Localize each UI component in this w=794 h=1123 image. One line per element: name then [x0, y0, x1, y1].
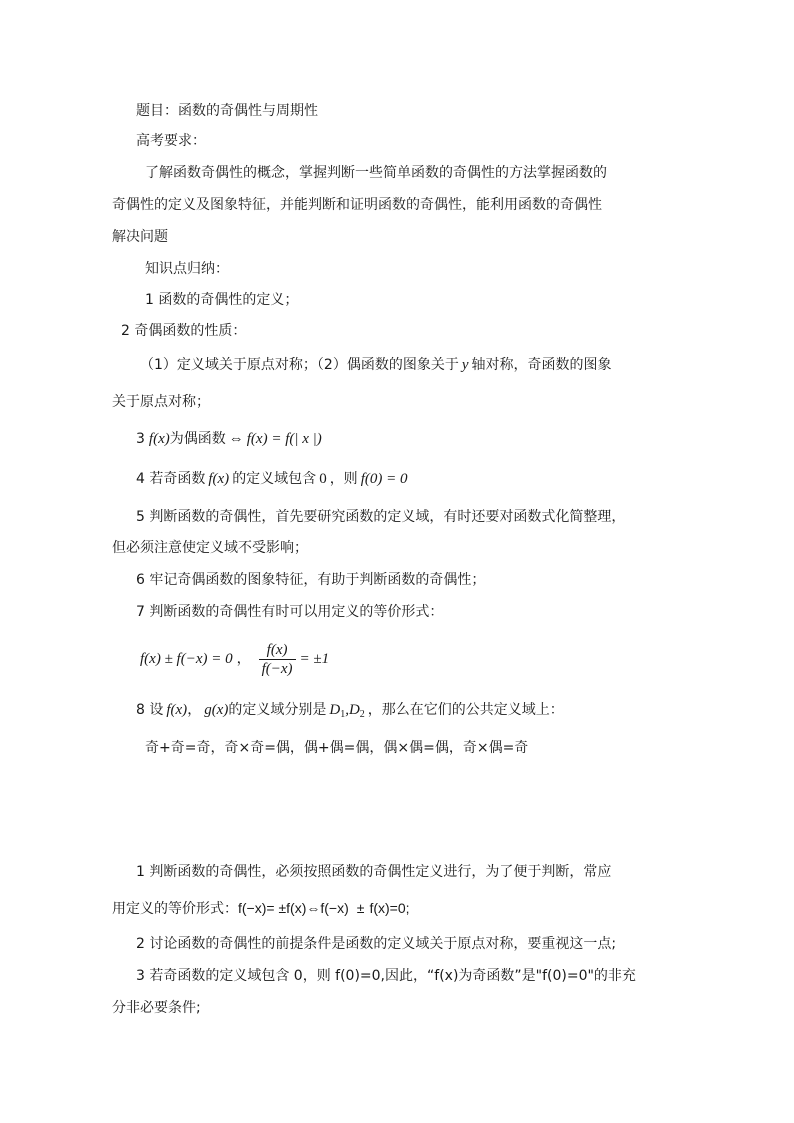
text: ，那么在它们的公共定义域上： — [367, 702, 564, 718]
text: 的定义域分别是 — [228, 702, 327, 718]
math-even-definition: f(x) = f(| x |) — [246, 431, 322, 447]
requirements-heading: 高考要求： — [136, 133, 206, 149]
math-gx: g(x) — [204, 702, 229, 718]
text: ， — [187, 702, 202, 718]
note-1-line-1: 1 判断函数的奇偶性，必须按照函数的奇偶性定义进行，为了便于判断，常应 — [136, 864, 612, 880]
separator: ， — [236, 651, 251, 667]
math-var-y: y — [461, 357, 469, 373]
text: 的定义域包含 — [232, 471, 317, 487]
text: 为偶函数 — [169, 431, 226, 447]
item-number: 3 — [136, 431, 145, 447]
comma: , — [345, 702, 349, 718]
text: 用定义的等价形式： — [112, 901, 238, 917]
d2: D — [348, 702, 360, 718]
text: 轴对称，奇函数的图象 — [471, 357, 612, 373]
text: 8 设 — [136, 702, 164, 718]
text: 4 若奇函数 — [136, 471, 206, 487]
requirements-line-1: 了解函数奇偶性的概念，掌握判断一些简单函数的奇偶性的方法掌握函数的 — [145, 165, 607, 181]
math-ratio-rhs: = ±1 — [299, 651, 330, 667]
knowledge-item-5-line-1: 5 判断函数的奇偶性，首先要研究函数的定义域，有时还要对函数式化简整理， — [136, 509, 626, 525]
fraction-numerator: f(x) — [259, 641, 296, 660]
text: ，则 — [329, 471, 358, 487]
math-sum-form: f(x) ± f(−x) = 0 — [140, 651, 233, 667]
math-domains — [329, 702, 364, 718]
knowledge-heading: 知识点归纳： — [145, 261, 229, 277]
knowledge-item-5-line-2: 但必须注意使定义域不受影响； — [112, 540, 308, 556]
knowledge-item-7: 7 判断函数的奇偶性有时可以用定义的等价形式： — [136, 604, 444, 620]
note-2: 2 讨论函数的奇偶性的前提条件是函数的定义域关于原点对称，要重视这一点; — [136, 936, 617, 952]
math-equivalence: f(−x)= ±f(x)⇔f(−x) — [238, 900, 349, 916]
parity-rules: 奇+奇=奇，奇×奇=偶，偶+偶=偶，偶×偶=偶，奇×偶=奇 — [145, 740, 529, 756]
page-title: 题目：函数的奇偶性与周期性 — [136, 103, 318, 119]
text: （1）定义域关于原点对称；（2）偶函数的图象关于 — [140, 357, 459, 373]
iff-symbol: ⇔ — [228, 431, 244, 447]
fraction-denominator: f(−x) — [261, 660, 293, 677]
requirements-line-3: 解决问题 — [112, 229, 168, 245]
note-1-line-2 — [112, 898, 410, 919]
d1-subscript: 1 — [340, 709, 346, 720]
math-zero: 0 — [319, 471, 327, 487]
math-fx: f(x) — [208, 471, 230, 487]
knowledge-item-8 — [136, 700, 564, 725]
knowledge-item-6: 6 牢记奇偶函数的图象特征，有助于判断函数的奇偶性； — [136, 572, 486, 588]
knowledge-item-2: 2 奇偶函数的性质： — [121, 323, 247, 339]
requirements-line-2: 奇偶性的定义及图象特征，并能判断和证明函数的奇偶性，能利用函数的奇偶性 — [112, 197, 602, 213]
d2-subscript: 2 — [359, 709, 365, 720]
knowledge-item-4 — [136, 469, 407, 489]
math-fx: f(x) — [148, 431, 170, 447]
mp-symbol: ± — [356, 900, 365, 916]
knowledge-item-1: 1 函数的奇偶性的定义； — [145, 292, 299, 308]
equivalent-forms — [140, 637, 329, 681]
math-fx: f(x) — [166, 702, 188, 718]
d1: D — [329, 702, 341, 718]
math-fraction — [259, 641, 296, 678]
knowledge-item-3 — [136, 429, 322, 449]
math-f0-eq-0: f(0) = 0 — [360, 471, 408, 487]
knowledge-item-2a — [140, 355, 612, 375]
knowledge-item-2b: 关于原点对称； — [112, 394, 210, 410]
note-3-line-2: 分非必要条件; — [112, 1000, 201, 1016]
note-3-line-1: 3 若奇函数的定义域包含 0，则 f(0)=0,因此，“f(x)为奇函数”是"f(0)=0"的非充 — [136, 968, 636, 984]
math-end: f(x)=0; — [369, 900, 410, 916]
